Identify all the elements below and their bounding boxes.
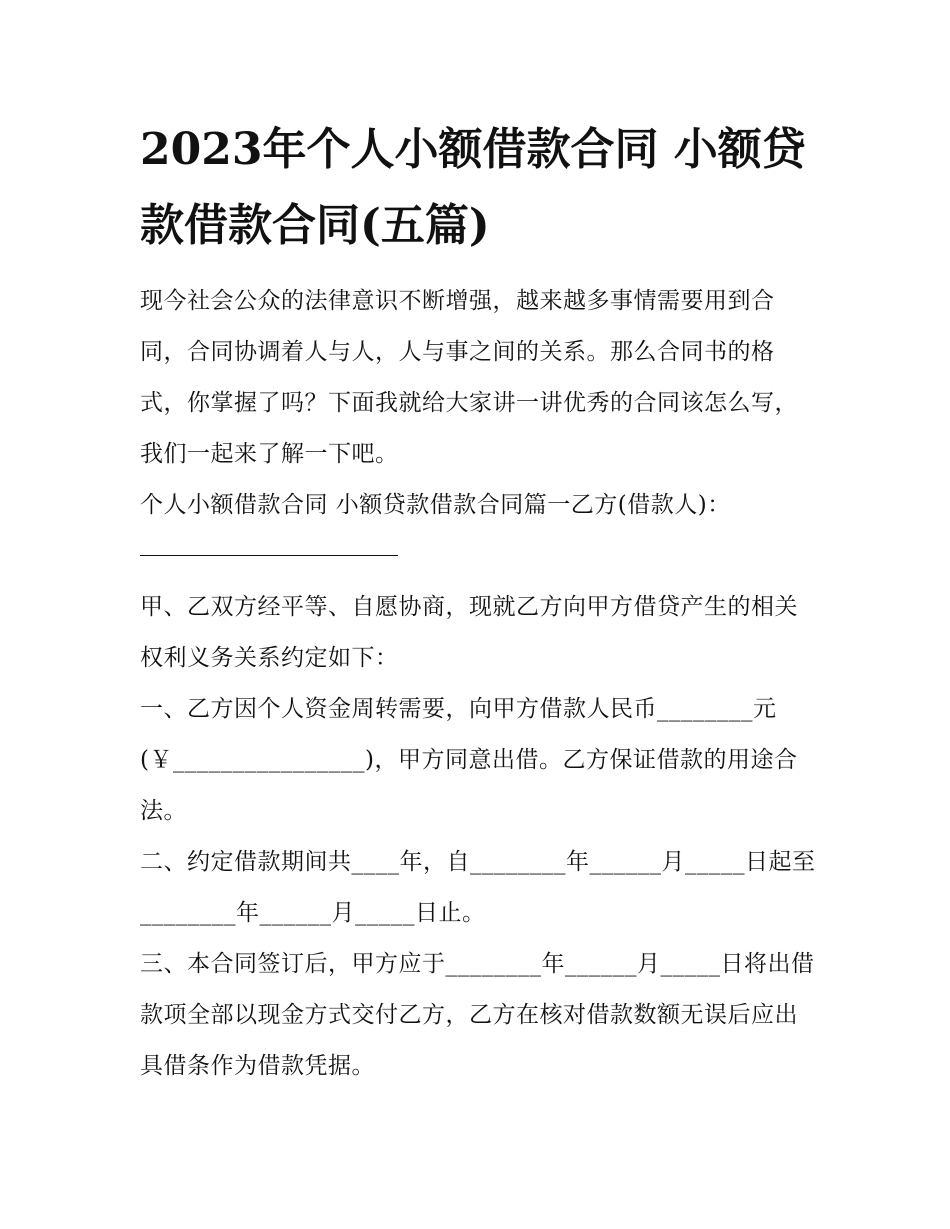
document-title: 2023年个人小额借款合同 小额贷款借款合同(五篇)	[140, 124, 806, 251]
borrower-blank-line	[140, 531, 820, 582]
clause-one: 一、乙方因个人资金周转需要，向甲方借款人民币________元(￥________________)，甲方同意出借。乙方保证借款的用途合法。	[140, 696, 798, 824]
contract-heading: 个人小额借款合同 小额贷款借款合同篇一乙方(借款人)：	[140, 492, 731, 518]
signature-underline	[140, 555, 398, 556]
document-body	[140, 112, 820, 1092]
clause-three: 三、本合同签订后，甲方应于________年______月_____日将出借款项全部以现金方式交付乙方，乙方在核对借款数额无误后应出具借条作为借款凭据。	[140, 951, 815, 1079]
agreement-paragraph: 甲、乙双方经平等、自愿协商，现就乙方向甲方借贷产生的相关权利义务关系约定如下：	[140, 594, 798, 671]
intro-paragraph: 现今社会公众的法律意识不断增强，越来越多事情需要用到合同，合同协调着人与人，人与事之间的关系。那么合同书的格式，你掌握了吗？下面我就给大家讲一讲优秀的合同该怎么写，我们一起来了解一下吧。	[140, 288, 798, 467]
clause-two: 二、约定借款期间共____年，自________年______月_____日起至________年______月_____日止。	[140, 849, 816, 926]
